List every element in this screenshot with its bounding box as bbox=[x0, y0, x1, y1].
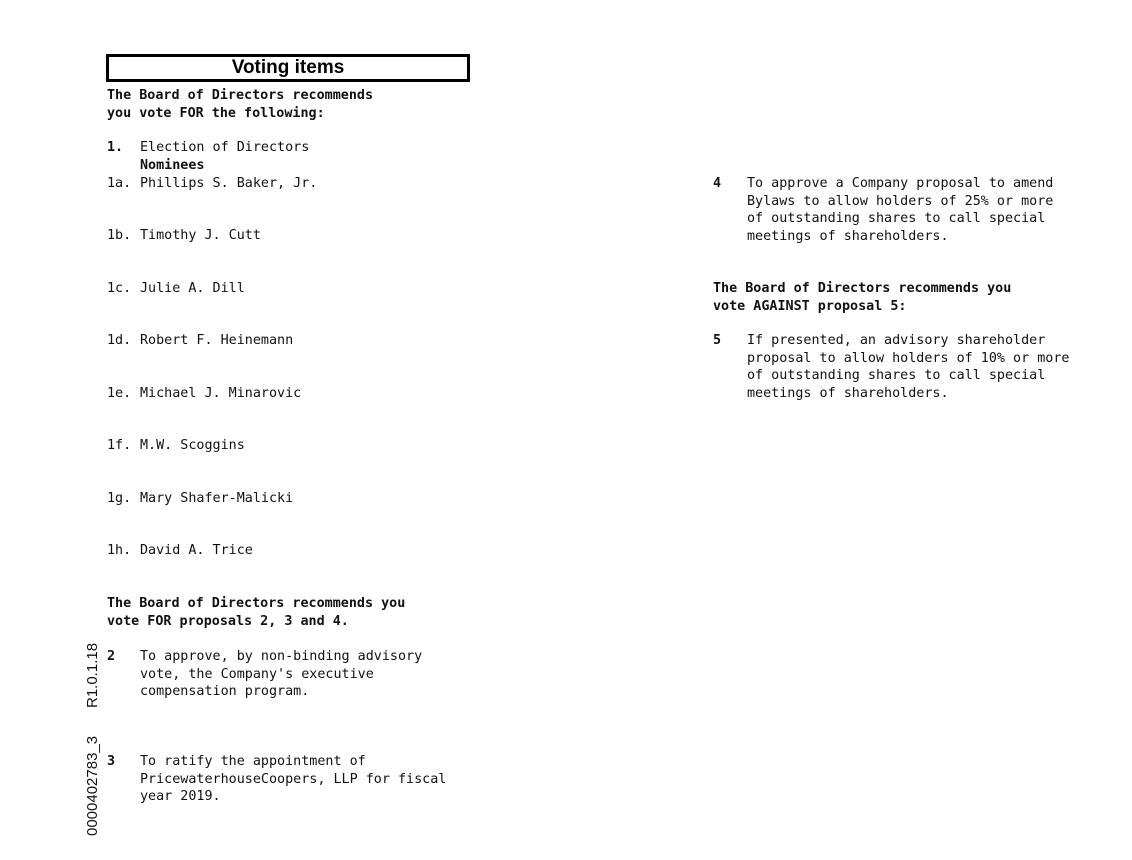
revision-code: R1.0.1.18 bbox=[84, 642, 101, 708]
proposal-line: compensation program. bbox=[140, 684, 310, 700]
recommendation-line: you vote FOR the following: bbox=[107, 105, 325, 121]
proposal-line: To approve a Company proposal to amend bbox=[747, 176, 1054, 191]
nominee-name: David A. Trice bbox=[140, 543, 253, 558]
proposal-line: To approve, by non-binding advisory bbox=[140, 649, 423, 664]
board-recommendation-5 bbox=[713, 280, 1011, 315]
item-1-label: Election of Directors bbox=[140, 140, 310, 155]
recommendation-line: vote AGAINST proposal 5: bbox=[713, 298, 907, 314]
recommendation-line: The Board of Directors recommends you bbox=[107, 596, 406, 611]
nominee-name: Timothy J. Cutt bbox=[140, 228, 261, 243]
item-2-text bbox=[140, 648, 422, 701]
nominee-id: 1d. bbox=[107, 333, 132, 348]
nominee-id: 1g. bbox=[107, 491, 132, 506]
proposal-line: To ratify the appointment of bbox=[140, 754, 366, 769]
nominees-heading: Nominees bbox=[140, 158, 205, 173]
nominee-id: 1a. bbox=[107, 176, 132, 191]
proposal-line: meetings of shareholders. bbox=[747, 228, 949, 244]
nominee-name: Julie A. Dill bbox=[140, 281, 245, 296]
nominee-row bbox=[107, 175, 131, 193]
item-4-text bbox=[747, 175, 1053, 245]
proposal-line: year 2019. bbox=[140, 789, 221, 805]
nominee-id: 1b. bbox=[107, 228, 132, 243]
recommendation-line: The Board of Directors recommends you bbox=[713, 281, 1012, 296]
document-code: 0000402783_3 bbox=[84, 735, 101, 836]
item-4-number: 4 bbox=[713, 176, 722, 191]
proposal-line: Bylaws to allow holders of 25% or more bbox=[747, 193, 1054, 209]
proposal-line: of outstanding shares to call special bbox=[747, 211, 1046, 227]
proposal-line: of outstanding shares to call special bbox=[747, 368, 1046, 384]
item-5-number: 5 bbox=[713, 333, 722, 348]
nominee-id: 1f. bbox=[107, 438, 132, 453]
voting-items-title: Voting items bbox=[106, 54, 470, 82]
proposal-line: PricewaterhouseCoopers, LLP for fiscal bbox=[140, 771, 447, 787]
board-recommendation-intro bbox=[107, 87, 373, 122]
proposal-line: If presented, an advisory shareholder bbox=[747, 333, 1046, 348]
proposal-line: vote, the Company's executive bbox=[140, 666, 374, 682]
item-2-number: 2 bbox=[107, 649, 116, 664]
proposal-line: meetings of shareholders. bbox=[747, 385, 949, 401]
nominee-id: 1e. bbox=[107, 386, 132, 401]
nominee-id: 1h. bbox=[107, 543, 132, 558]
nominee-name: Phillips S. Baker, Jr. bbox=[140, 176, 318, 191]
nominee-name: Robert F. Heinemann bbox=[140, 333, 294, 348]
nominee-name: M.W. Scoggins bbox=[140, 438, 245, 453]
board-recommendation-2-3-4 bbox=[107, 595, 405, 630]
recommendation-line: The Board of Directors recommends bbox=[107, 88, 374, 103]
item-5-text bbox=[747, 332, 1069, 402]
item-1-number: 1. bbox=[107, 140, 124, 155]
nominee-name: Michael J. Minarovic bbox=[140, 386, 302, 401]
recommendation-line: vote FOR proposals 2, 3 and 4. bbox=[107, 613, 349, 629]
nominee-name: Mary Shafer-Malicki bbox=[140, 491, 294, 506]
item-3-number: 3 bbox=[107, 754, 116, 769]
proposal-line: proposal to allow holders of 10% or more bbox=[747, 350, 1070, 366]
nominee-id: 1c. bbox=[107, 281, 132, 296]
item-3-text bbox=[140, 753, 446, 806]
